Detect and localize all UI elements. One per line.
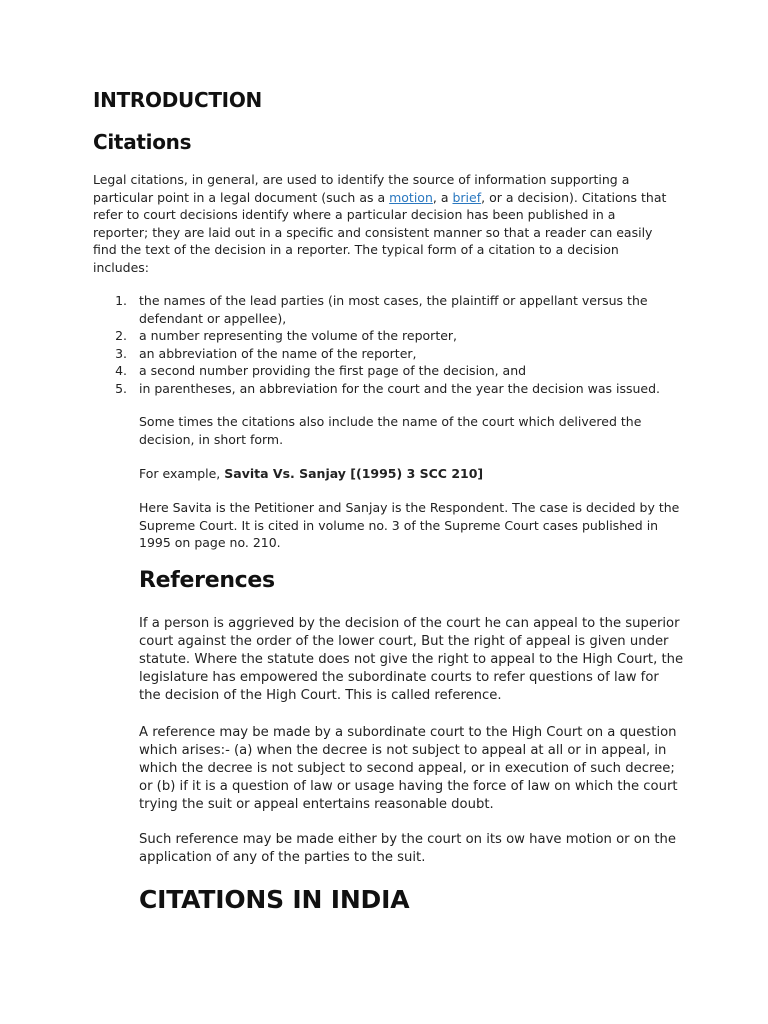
motion-link[interactable]: motion bbox=[389, 189, 433, 205]
court-name-note: Some times the citations also include the name of the court which delivered the decision, in short form. bbox=[139, 414, 642, 447]
example-explanation: Here Savita is the Petitioner and Sanjay is the Respondent. The case is decided by the Supreme Court. It is cited in volume no. 3 of the Supreme Court cases published in 1995 on page no. 210. bbox=[139, 500, 680, 550]
citation-parts-list bbox=[93, 292, 683, 397]
intro-text-2: , a bbox=[432, 189, 453, 205]
references-paragraph-2: A reference may be made by a subordinate court to the High Court on a question which arises:- (a) when the decree is not subject to appeal at all or in appeal, in which the decree is not subject to second appeal, or in execution of such decree; or (b) if it is a question of law or usage having the force of law on which the court trying the suit or appeal entertains reasonable doubt. bbox=[139, 725, 678, 812]
heading-citations: Citations bbox=[93, 130, 192, 154]
list-item bbox=[93, 380, 683, 398]
list-item bbox=[93, 362, 683, 380]
references-paragraph-1: If a person is aggrieved by the decision of the court he can appeal to the superior court against the order of the lower court, But the right of appeal is given under statute. Where the statute does not give the right to appeal to the High Court, the legislature has empowered the subordinate courts to refer questions of law for the decision of the High Court. This is called reference. bbox=[139, 616, 684, 703]
intro-text-3: , or a decision). Citations that refer to court decisions identify where a particular decision has been published in a reporter; they are laid out in a specific and consistent manner so that a reader can easily find the text of the decision in a reporter. The typical form of a citation to a decision includes: bbox=[93, 189, 667, 275]
list-item bbox=[93, 292, 683, 327]
list-item-text: a number representing the volume of the reporter, bbox=[139, 328, 458, 343]
list-item-number: 3. bbox=[115, 345, 127, 361]
example-prefix: For example, bbox=[139, 466, 225, 481]
example-citation: Savita Vs. Sanjay [(1995) 3 SCC 210] bbox=[224, 466, 484, 481]
example-line bbox=[139, 465, 684, 483]
list-item bbox=[93, 327, 683, 345]
list-item-text: a second number providing the first page of the decision, and bbox=[139, 363, 527, 378]
list-item-number: 1. bbox=[115, 293, 127, 308]
brief-link[interactable]: brief bbox=[452, 189, 482, 205]
intro-paragraph bbox=[93, 171, 673, 276]
list-item-text: in parentheses, an abbreviation for the court and the year the decision was issued. bbox=[139, 380, 661, 396]
list-item-text: the names of the lead parties (in most cases, the plaintiff or appellant versus the defendant or appellee), bbox=[139, 293, 648, 326]
list-item bbox=[93, 345, 683, 363]
heading-introduction: INTRODUCTION bbox=[93, 88, 262, 112]
list-item-number: 4. bbox=[115, 363, 127, 378]
list-item-text: an abbreviation of the name of the reporter, bbox=[139, 345, 417, 361]
heading-references: References bbox=[139, 568, 275, 593]
intro-text-1: Legal citations, in general, are used to identify the source of information supporting a particular point in a legal document (such as a bbox=[93, 172, 630, 205]
list-item-number: 5. bbox=[115, 380, 127, 396]
references-paragraph-3: Such reference may be made either by the court on its ow have motion or on the application of any of the parties to the suit. bbox=[139, 832, 677, 865]
list-item-number: 2. bbox=[115, 328, 127, 343]
heading-citations-in-india: CITATIONS IN INDIA bbox=[139, 885, 410, 914]
